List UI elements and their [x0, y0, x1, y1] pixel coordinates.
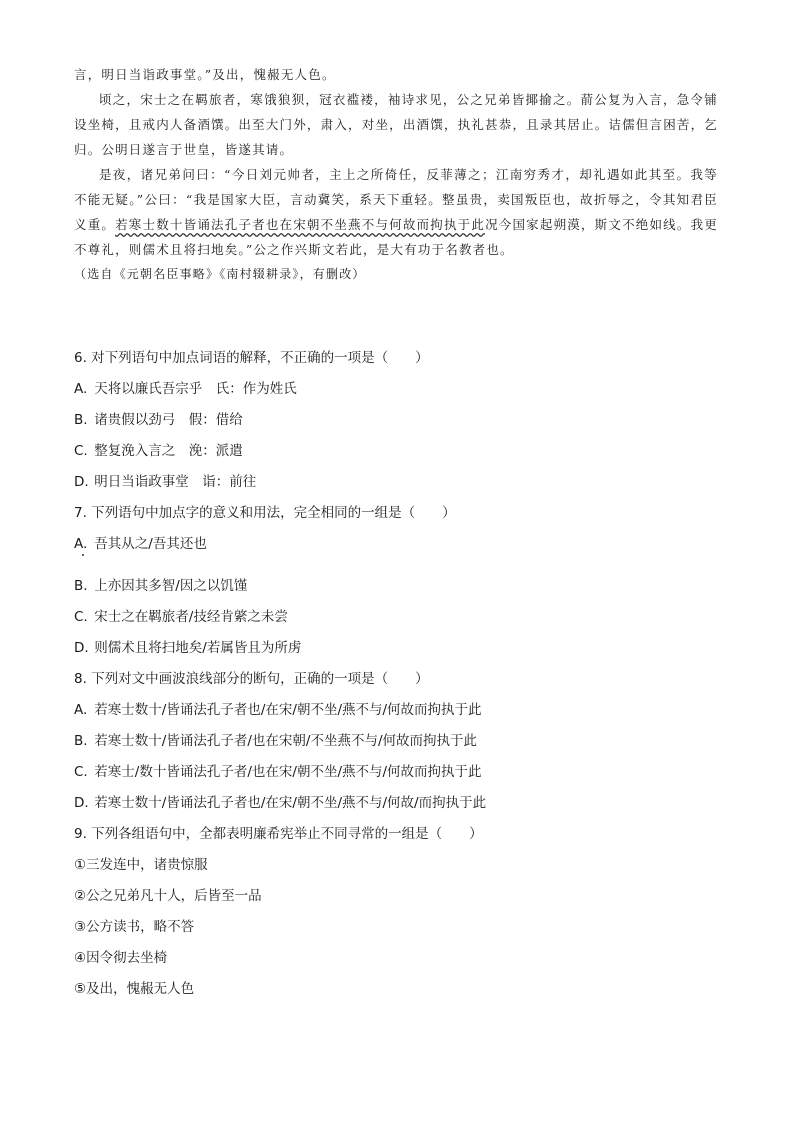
option-item[interactable]: [74, 529, 718, 571]
option-text: 整复浼入言之 浼：派遣: [94, 443, 243, 459]
option-letter: B.: [74, 412, 88, 428]
option-item[interactable]: [74, 757, 718, 788]
option-text: 则儒术且将扫地矣/若属皆且为所虏: [94, 640, 302, 656]
option-item[interactable]: [74, 788, 718, 819]
list-item: ②公之兄弟凡十人，后皆至一品: [74, 888, 262, 904]
passage-text: 是夜，诸兄弟问曰：“今日刘元帅者，主上之所倚任，反菲薄之；江南穷秀才，却礼遇如此其至。我等不能无疑。”公曰：“我是国家大臣，言动冀笑，系天下重轻。整虽贵，卖国叛臣也，故折辱之，令其知君臣义重。: [74, 167, 718, 232]
option-text: 若寒士数十/皆诵法孔子者/也在宋朝/不坐燕不与/何故而拘执于此: [94, 733, 477, 749]
option-letter: C.: [74, 764, 88, 780]
list-item: ④因令彻去坐椅: [74, 950, 168, 966]
option-text: 吾其从之/吾其还也: [94, 536, 207, 552]
option-letter: A.: [74, 536, 88, 552]
option-letter: D.: [74, 474, 89, 490]
option-text: 若寒士数十/皆诵法孔子者也/在宋/朝不坐/燕不与/何故而拘执于此: [94, 702, 482, 718]
question-stem: 8. 下列对文中画波浪线部分的断句，正确的一项是（ ）: [74, 671, 429, 687]
question-stem: 6. 对下列语句中加点词语的解释，不正确的一项是（ ）: [74, 350, 429, 366]
option-item[interactable]: [74, 436, 718, 467]
option-item[interactable]: [74, 602, 718, 633]
list-item: ①三发连中，诸贵惊服: [74, 857, 208, 873]
option-letter: A.: [74, 702, 88, 718]
option-text: 明日当诣政事堂 诣：前往: [94, 474, 257, 490]
emphasis-dot: [82, 554, 84, 556]
passage-source: （选自《元朝名臣事略》《南村辍耕录》，有删改）: [74, 267, 366, 281]
list-item: ⑤及出，愧赧无人色: [74, 981, 195, 997]
option-item[interactable]: [74, 571, 718, 602]
option-letter: A.: [74, 381, 88, 397]
passage-paragraph-2: [74, 162, 718, 262]
option-item[interactable]: [74, 374, 718, 405]
passage-paragraph-0: 言，明日当诣政事堂。”及出，愧赧无人色。: [74, 67, 336, 82]
option-letter: C.: [74, 443, 88, 459]
option-item[interactable]: [74, 467, 718, 498]
option-letter: C.: [74, 609, 88, 625]
option-text: 宋士之在羁旅者/技经肯綮之未尝: [94, 609, 288, 625]
list-item: ③公方读书，略不答: [74, 919, 195, 935]
option-letter: B.: [74, 733, 88, 749]
option-item[interactable]: [74, 633, 718, 664]
wavy-underlined-sentence: 若寒士数十皆诵法孔子者也在宋朝不坐燕不与何故而拘执于此: [115, 217, 486, 232]
option-item[interactable]: [74, 726, 718, 757]
option-text: 若寒士/数十皆诵法孔子者/也在宋/朝不坐/燕不与/何故而拘执于此: [94, 764, 482, 780]
passage-paragraph-1: 顷之，宋士之在羁旅者，寒饿狼狈，冠衣褴褛，袖诗求见，公之兄弟皆揶揄之。葥公复为入言，急令铺设坐椅，且戒内人备酒馔。出至大门外，肃入，对坐，出酒馔，执礼甚恭，且录其居止。诘儒但言困苦，乞归。公明日遂言于世皇，皆遂其请。: [74, 92, 718, 157]
option-letter: D.: [74, 640, 89, 656]
question-stem: 9. 下列各组语句中，全都表明廉希宪举止不同寻常的一组是（ ）: [74, 826, 483, 842]
question-stem: 7. 下列语句中加点字的意义和用法，完全相同的一组是（ ）: [74, 505, 456, 521]
option-text: 天将以廉氏吾宗乎 氏：作为姓氏: [94, 381, 297, 397]
passage-text: 况今国家起朔漠，斯文不绝如线。我更不尊礼，则儒术且将扫地矣。”公之作兴斯文若此，是大有功于名教者也。: [74, 217, 718, 257]
option-letter: D.: [74, 795, 89, 811]
option-text: 上亦因其多智/因之以饥馑: [94, 578, 248, 594]
option-letter: B.: [74, 578, 88, 594]
classical-passage: [74, 62, 718, 287]
option-item[interactable]: [74, 695, 718, 726]
option-text: 诸贵假以劲弓 假：借给: [94, 412, 243, 428]
option-item[interactable]: [74, 405, 718, 436]
question-list: [74, 343, 718, 1005]
option-text: 若寒士数十/皆诵法孔子者也/在宋/朝不坐/燕不与/何故/而拘执于此: [94, 795, 487, 811]
